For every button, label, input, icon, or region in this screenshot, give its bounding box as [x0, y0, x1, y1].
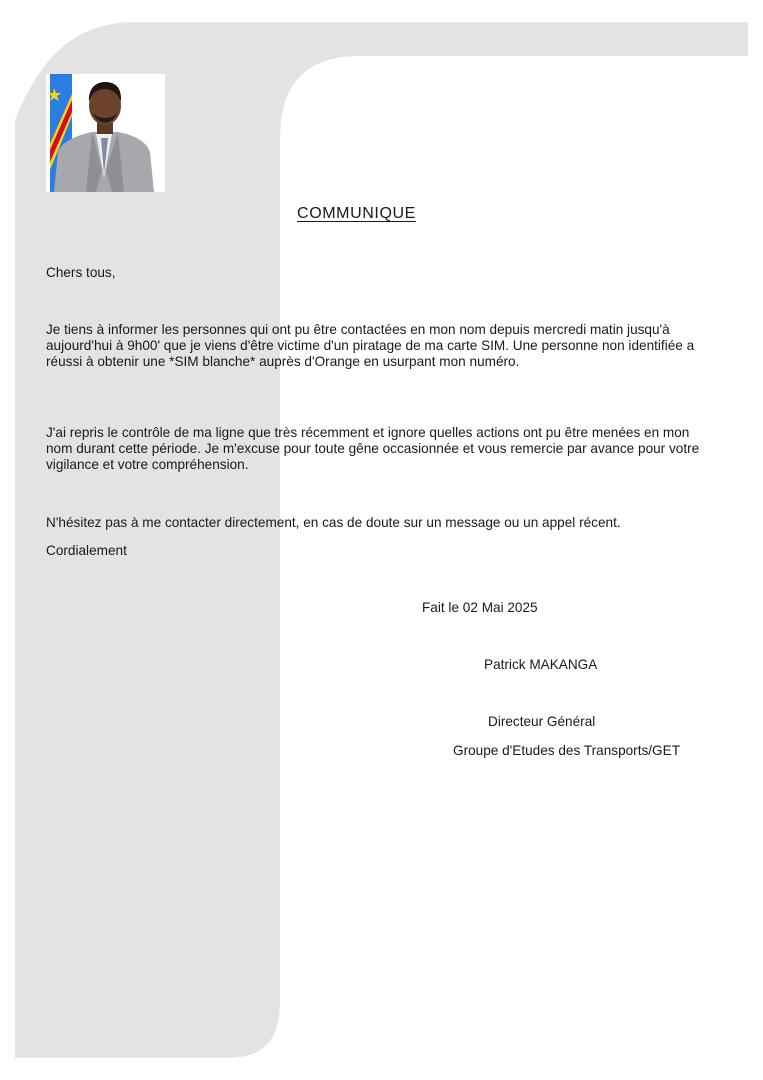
page-title: COMMUNIQUE	[297, 205, 416, 222]
signatory-name: Patrick MAKANGA	[484, 657, 598, 672]
portrait-photo	[46, 74, 165, 192]
greeting: Chers tous,	[46, 265, 116, 280]
date-line: Fait le 02 Mai 2025	[422, 600, 538, 615]
signatory-organization: Groupe d'Etudes des Transports/GET	[453, 743, 681, 758]
closing: Cordialement	[46, 543, 127, 558]
portrait-image	[46, 74, 165, 192]
signatory-position: Directeur Général	[488, 714, 596, 729]
paragraph-1: Je tiens à informer les personnes qui ont pu être contactées en mon nom depuis mercredi matin jusqu'à aujourd'hui à 9h00' que je viens d'être victime d'un piratage de ma carte SIM. Une personne non identifiée a réussi à obtenir une *SIM blanche* auprès d'Orange en usurpant mon numéro.	[46, 322, 695, 369]
paragraph-2: J'ai repris le contrôle de ma ligne que très récemment et ignore quelles actions ont pu être menées en mon nom durant cette période. Je m'excuse pour toute gêne occasionnée et vous remercie par avance pour votre vigilance et votre compréhension.	[46, 425, 700, 472]
paragraph-3: N'hésitez pas à me contacter directement, en cas de doute sur un message ou un appel récent.	[46, 515, 621, 530]
